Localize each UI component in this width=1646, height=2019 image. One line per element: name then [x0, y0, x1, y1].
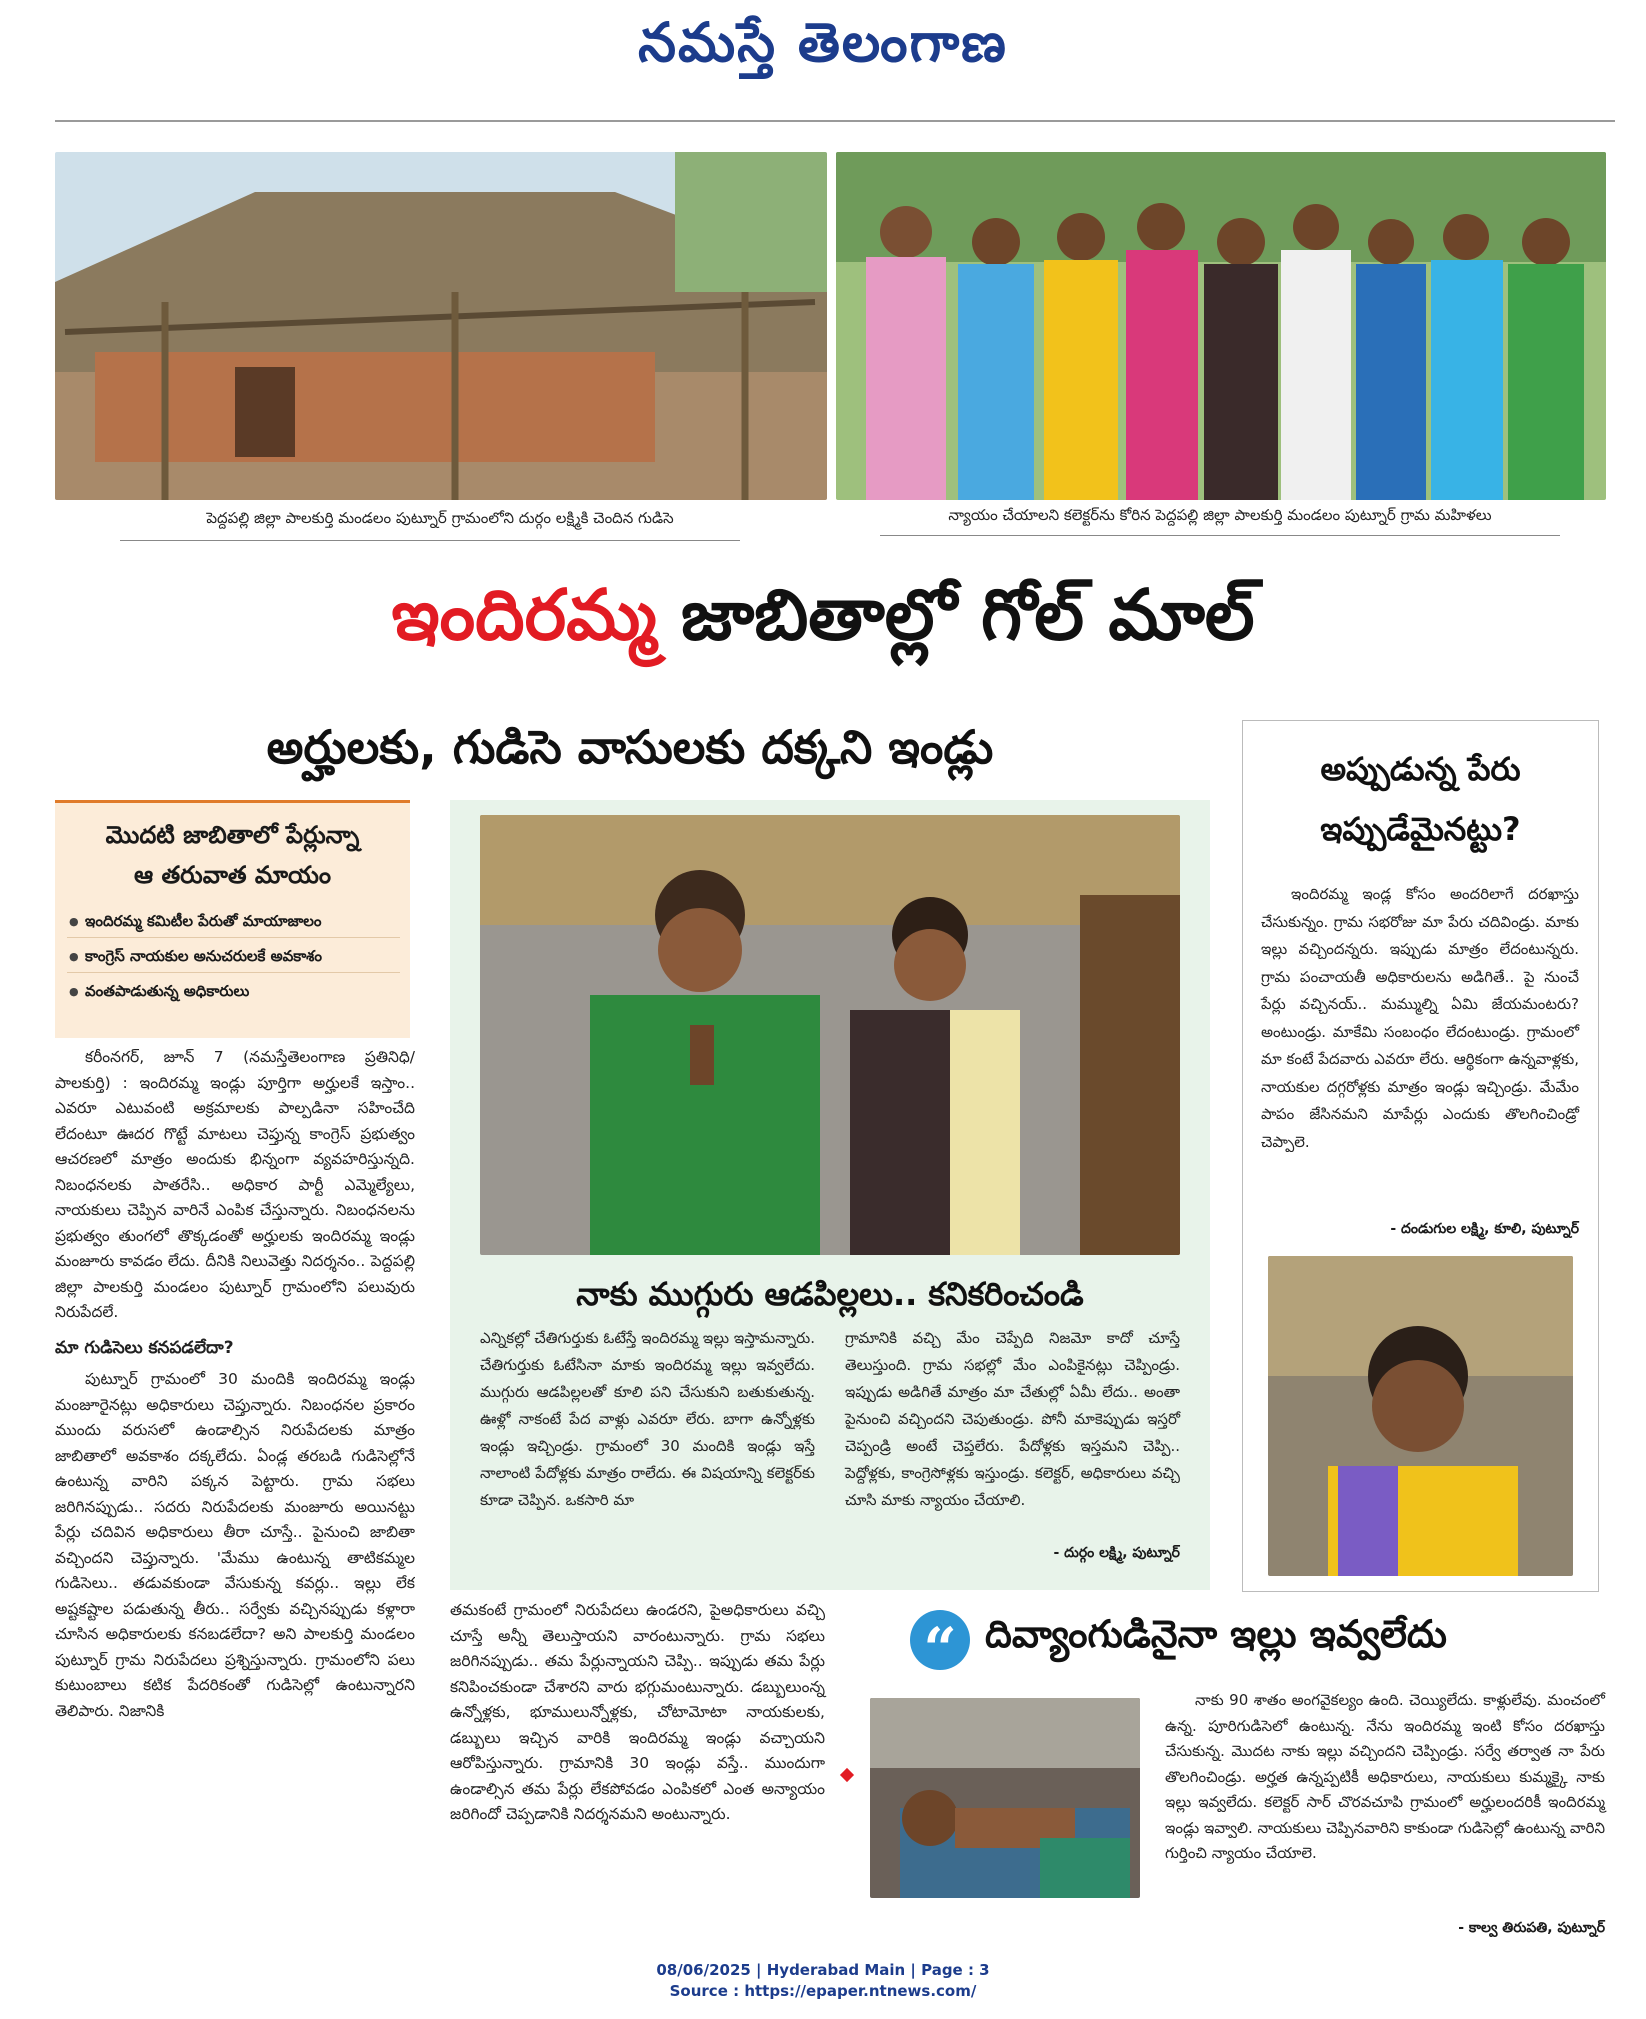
main-article-para2: పుట్నూర్ గ్రామంలో 30 మందికి ఇందిరమ్మ ఇండ్లు మంజూరైనట్లు అధికారులు చెప్తున్నారు. నిబంధనల ప్రకారం ముందు వరుసలో ఉండాల్సిన నిరుపేదలకు మాత్రం జాబితాలో అవకాశం దక్కలేదు. ఏండ్ల తరబడి గుడిసెల్లోనే ఉంటున్న వారిని పక్కన పెట్టారు. గ్రామ సభలు జరిగినప్పుడు.. సదరు నిరుపేదలకు మంజూరు అయినట్టు పేర్లు చదివిన అధికారులు తీరా చూస్తే.. పైనుంచి జాబితా వచ్చిందని చెప్తున్నారు. 'మేము ఉంటున్న తాటికమ్మల గుడిసెలు.. తడువకుండా వేసుకున్న కవర్లు.. ఇల్లు లేక అష్టకష్టాల పడుతున్న తీరు.. సర్వేకు వచ్చినప్పుడు కళ్లారా చూసిన అధికారులకు కనబడలేదా? అని పాలకుర్తి మండలం పుట్నూర్ గ్రామ నిరుపేదలు ప్రశ్నిస్తున్నారు. గ్రామంలోని పలు కుటుంబాలు కటిక పేదరికంతో గుడిసెల్లో ఉంటున్నారని తెలిపారు. నిజానికి [55, 1370, 415, 1720]
bullet-item: ● ఇందిరమ్మ కమిటీల పేరుతో మాయాజాలం [67, 903, 400, 938]
sub-headline: అర్హులకు, గుడిసె వాసులకు దక్కని ఇండ్లు [266, 720, 994, 774]
bottom-story-body: నాకు 90 శాతం అంగవైకల్యం ఉంది. చెయ్యిలేదు. కాళ్లులేవు. మంచంలో ఉన్న. పూరిగుడిసెలో ఉంటున్న. నేను ఇందిరమ్మ ఇంటి కోసం దరఖాస్తు చేసుకున్న. మొదట నాకు ఇల్లు వచ్చిందని చెప్పిండ్రు. సర్వే తర్వాత నా పేరు తొలగించిండ్రు. అర్హత ఉన్నప్పటికీ అధికారులు, నాయకులు కుమ్మక్కై నాకు ఇల్లు ఇవ్వలేదు. కలెక్టర్ సార్ చొరవచూపి గ్రామంలో అర్హులందరికీ ఇందిరమ్మ ఇండ్లు ఇవ్వాలి. నాయకులు చెప్పినవారిని కాకుండా గుడిసెల్లో ఉంటున్న వారిని గుర్తించి న్యాయం చేయాలె. [1165, 1691, 1605, 1862]
center-story-col1: ఎన్నికల్లో చేతిగుర్తుకు ఓటేస్తే ఇందిరమ్మ ఇల్లు ఇస్తామన్నారు. చేతిగుర్తుకు ఓటేసినా మాకు ఇందిరమ్మ ఇల్లు ఇవ్వలేదు. ముగ్గురు ఆడపిల్లలతో కూలి పని చేసుకుని బతుకుతున్న. ఊళ్లో నాకంటే పేద వాళ్లు ఎవరూ లేరు. బాగా ఉన్నోళ్లకు ఇండ్లు ఇచ్చిండ్రు. గ్రామంలో 30 మందికి ఇండ్లు ఇస్తే నాలాంటి పేదోళ్లకు మాత్రం రాలేదు. ఈ విషయాన్ని కలెక్టర్‌కు కూడా చెప్పిన. ఒకసారి మా [480, 1329, 815, 1509]
right-caption-rule [880, 535, 1560, 536]
bullet-item: ● వంతపాడుతున్న అధికారులు [67, 973, 400, 1007]
diamond-bullet-icon [840, 1768, 854, 1782]
highlight-box [55, 800, 410, 1038]
sidebar-box [1242, 720, 1599, 1592]
masthead-rule [55, 120, 1615, 122]
sidebar-byline: - దండుగుల లక్ష్మి, కూలి, పుట్నూర్ [1390, 1221, 1579, 1237]
highlight-title-line2: ఆ తరువాత మాయం [133, 861, 332, 889]
center-story-byline: - దుర్గం లక్ష్మి, పుట్నూర్ [1053, 1545, 1180, 1561]
right-photo-caption: న్యాయం చేయాలని కలెక్టర్‌ను కోరిన పెద్దపల్లి జిల్లా పాలకుర్తి మండలం పుట్నూర్ గ్రామ మహిళలు [948, 506, 1492, 524]
sidebar-title [1243, 721, 1598, 859]
page-footer [0, 1960, 1646, 2002]
sidebar-title-line2: ఇప్పుడేమైనట్టు? [1320, 810, 1521, 848]
two-women-photo [480, 815, 1180, 1255]
center-story-title: నాకు ముగ్గురు ఆడపిల్లలు.. కనికరించండి [576, 1275, 1084, 1313]
main-article-subhead: మా గుడిసెలు కనపడలేదా? [55, 1337, 234, 1358]
main-article-para1: కరీంనగర్, జూన్ 7 (నమస్తేతెలంగాణ ప్రతినిధి/ పాలకుర్తి) : ఇందిరమ్మ ఇండ్లు పూర్తిగా అర్హులకే ఇస్తాం.. ఎవరూ ఎటువంటి అక్రమాలకు పాల్పడినా సహించేది లేదంటూ ఊదర గొట్టే మాటలు చెప్తున్న కాంగ్రెస్ ప్రభుత్వం ఆచరణలో మాత్రం అందుకు భిన్నంగా వ్యవహరిస్తున్నది. నిబంధనలకు పాతరేసి.. అధికార పార్టీ ఎమ్మెల్యేలు, నాయకులు చెప్పిన వారినే ఎంపిక చేస్తున్నారు. నిబంధనలను ప్రభుత్వం తుంగలో తొక్కడంతో అర్హులకు ఇందిరమ్మ ఇండ్లు మంజూరు కావడం లేదు. దీనికి నిలువెత్తు నిదర్శనం.. పెద్దపల్లి జిల్లా పాలకుర్తి మండలం పుట్నూర్ గ్రామంలోని పలువురు నిరుపేదలే. [55, 1048, 415, 1321]
footer-source-line: Source : https://epaper.ntnews.com/ [669, 1982, 977, 2000]
bottom-story-byline: - కాల్వ తిరుపతి, పుట్నూర్ [1458, 1920, 1605, 1936]
quote-icon: “ [910, 1610, 970, 1670]
highlight-box-title [55, 803, 410, 895]
masthead-title: నమస్తే తెలంగాణ [638, 10, 1008, 74]
main-article-col1 [55, 1045, 415, 1950]
headline-black-part: జాబితాల్లో గోల్ మాల్ [681, 574, 1255, 656]
center-story-col2: గ్రామానికి వచ్చి మేం చెప్పేది నిజమో కాదో చూస్తే తెలుస్తుంది. గ్రామ సభల్లో మేం ఎంపికైనట్లు చెప్పిండ్రు. ఇప్పుడు అడిగితే మాత్రం మా చేతుల్లో ఏమీ లేదు.. అంతా పైనుంచి వచ్చిందని చెపుతుండ్రు. పోనీ మాకెప్పుడు ఇస్తరో చెప్పండ్రి అంటే చెప్తలేరు. పేదోళ్లకు ఇస్తమని చెప్పి.. పెద్దోళ్లకు, కాంగ్రెసోళ్లకు ఇస్తుండ్రు. కలెక్టర్, అధికారులు వచ్చి చూసి మాకు న్యాయం చేయాలి. [845, 1329, 1180, 1509]
disabled-man-photo [870, 1698, 1140, 1898]
highlight-bullets [55, 903, 410, 1007]
highlight-title-line1: మొదటి జాబితాలో పేర్లున్నా [105, 821, 360, 849]
left-photo-caption: పెద్దపల్లి జిల్లా పాలకుర్తి మండలం పుట్నూర్ గ్రామంలోని దుర్గం లక్ష్మికి చెందిన గుడిసె [206, 509, 674, 527]
dandugula-lakshmi-photo [1268, 1256, 1573, 1576]
sidebar-title-line1: అప్పుడున్న పేరు [1320, 750, 1521, 788]
center-story-panel [450, 800, 1210, 1590]
left-caption-rule [120, 540, 740, 541]
sidebar-body: ఇందిరమ్మ ఇండ్ల కోసం అందరిలాగే దరఖాస్తు చేసుకున్నం. గ్రామ సభరోజు మా పేరు చదివిండ్రు. మాకు ఇల్లు వచ్చిందన్నరు. ఇప్పుడు మాత్రం లేదంటున్నరు. గ్రామ పంచాయతీ అధికారులను అడిగితే.. పై నుంచే పేర్లు వచ్చినయ్.. మమ్ముల్ని ఏమి జేయమంటరు? అంటుండ్రు. మాకేమి సంబంధం లేదంటుండ్రు. గ్రామంలో మా కంటే పేదవారు ఎవరూ లేరు. ఆర్థికంగా ఉన్నవాళ్లకు, నాయకుల దగ్గరోళ్లకు మాత్రం ఇండ్లు ఇచ్చిండ్రు. మేమేం పాపం జేసినమని మాపేర్లు ఎందుకు తొలగించిండ్రో చెప్పాలె. [1261, 885, 1579, 1151]
hut-photo [55, 152, 827, 500]
headline-red-part: ఇందిరమ్మ [391, 574, 657, 656]
footer-date-line: 08/06/2025 | Hyderabad Main | Page : 3 [656, 1961, 990, 1979]
main-article-col2: తమకంటే గ్రామంలో నిరుపేదలు ఉండరని, పైఅధికారులు వచ్చి చూస్తే అన్నీ తెలుస్తాయని వారంటున్నారు. గ్రామ సభలు జరిగినప్పుడు.. తమ పేర్లున్నాయని చెప్పి.. ఇప్పుడు తమ పేర్లు కనిపించకుండా చేశారని వారు భగ్గుమంటున్నారు. డబ్బులుంన్న ఉన్నోళ్లకు, భూములున్నోళ్లకు, చోటామోటా నాయకులకు, డబ్బులు ఇచ్చిన వారికి ఇందిరమ్మ ఇండ్లు వచ్చాయని ఆరోపిస్తున్నారు. గ్రామానికి 30 ఇండ్లు వస్తే.. ముందుగా ఉండాల్సిన తమ పేర్లు లేకపోవడం ఎంపికలో ఎంత అన్యాయం జరిగిందో చెప్పడానికి నిదర్శనమని అంటున్నారు. [450, 1601, 825, 1823]
bullet-item: ● కాంగ్రెస్ నాయకుల అనుచరులకే అవకాశం [67, 938, 400, 973]
women-group-photo [836, 152, 1606, 500]
main-headline [0, 570, 1646, 660]
bottom-story-title: దివ్యాంగుడినైనా ఇల్లు ఇవ్వలేదు [985, 1612, 1447, 1656]
